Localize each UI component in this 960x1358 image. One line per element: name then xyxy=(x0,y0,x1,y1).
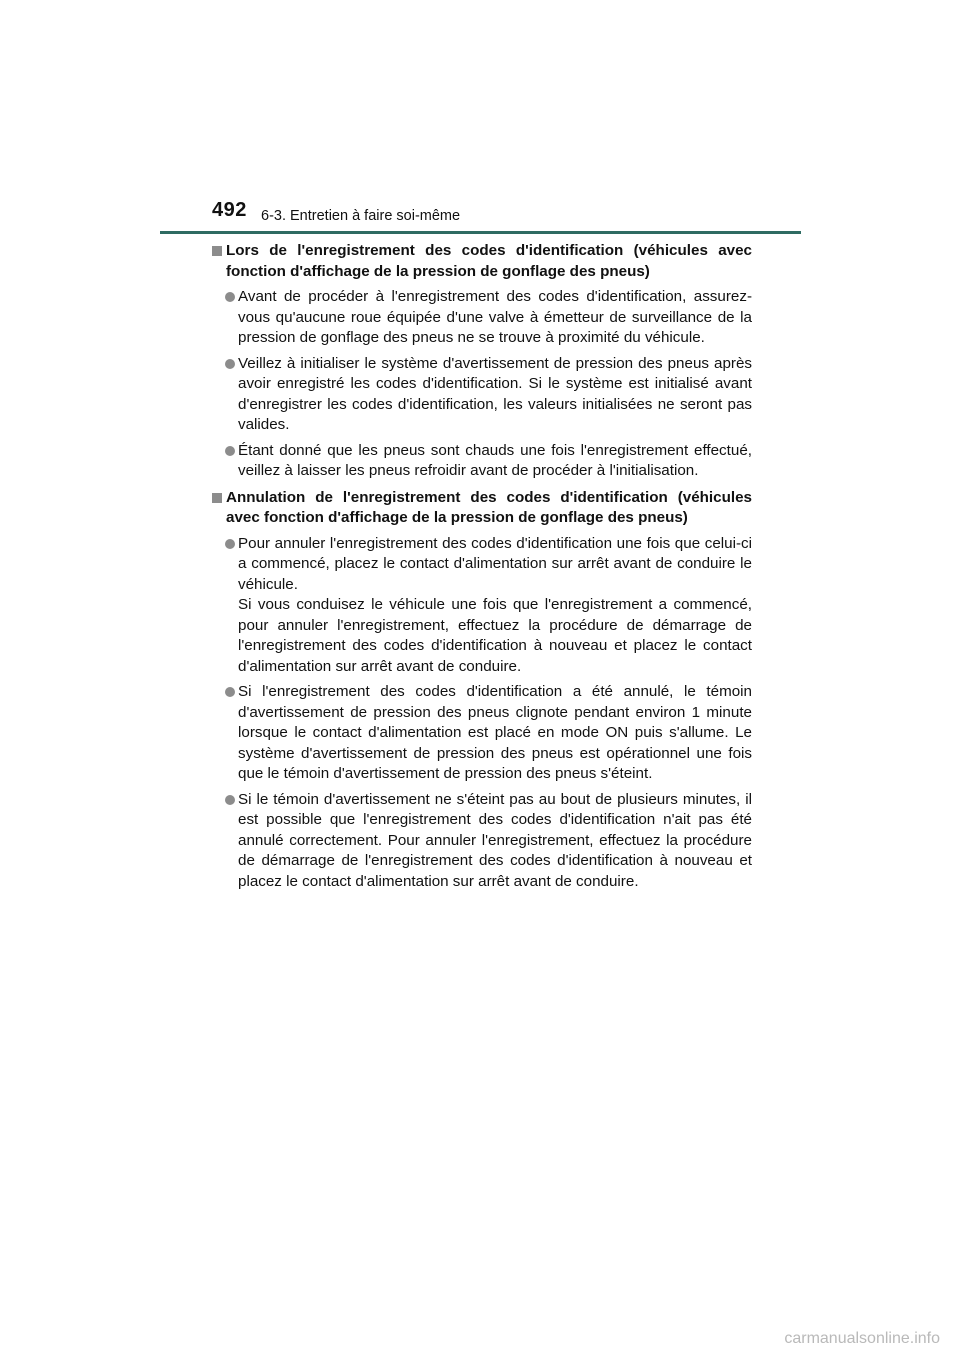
list-item-text: Veillez à initialiser le système d'avertissement de pression des pneus après avoir enregistré les codes d'identification. Si le système est initialisé avant d'enregistrer les codes d'identification, les valeurs initialisées ne seront pas valides. xyxy=(238,354,752,433)
list-item xyxy=(212,354,752,436)
page-number: 492 xyxy=(212,199,247,221)
list-item-text: Si le témoin d'avertissement ne s'éteint pas au bout de plusieurs minutes, il est possible que l'enregistrement des codes d'identification n'ait pas été annulé correctement. Pour annuler l'enregistrement, effectuez la procédure de démarrage de l'enregistrement des codes d'identification à nouveau et placez le contact d'alimentation sur arrêt avant de conduire. xyxy=(238,790,752,890)
page-content xyxy=(212,241,752,898)
circle-bullet-icon xyxy=(225,687,235,697)
list-item-text: Pour annuler l'enregistrement des codes d'identification une fois que celui-ci a commencé, placez le contact d'alimentation sur arrêt avant de conduire le véhicule. Si vous conduisez le véhicule une fois que l'enregistrement a commencé, pour annuler l'enregistrement, effectuez la procédure de démarrage de l'enregistrement des codes d'identification à nouveau et placez le contact d'alimentation sur arrêt avant de conduire. xyxy=(238,534,752,675)
square-bullet-icon xyxy=(212,246,222,256)
square-bullet-icon xyxy=(212,493,222,503)
section-registration xyxy=(212,241,752,482)
circle-bullet-icon xyxy=(225,359,235,369)
header-rule xyxy=(160,231,801,234)
list-item-text: Si l'enregistrement des codes d'identification a été annulé, le témoin d'avertissement de pression des pneus clignote pendant environ 1 minute lorsque le contact d'alimentation est placé en mode ON puis s'allume. Le système d'avertissement de pression des pneus est opérationnel une fois que le témoin d'avertissement de pression des pneus s'éteint. xyxy=(238,683,752,782)
page-header xyxy=(0,0,960,240)
section-heading: 6-3. Entretien à faire soi-même xyxy=(261,208,461,224)
section-header xyxy=(212,241,752,282)
circle-bullet-icon xyxy=(225,446,235,456)
list-item-text: Avant de procéder à l'enregistrement des codes d'identification, assurez-vous qu'aucune roue équipée d'une valve à émetteur de surveillance de la pression de gonflage des pneus ne se trouve à proximité du véhicule. xyxy=(238,288,752,346)
list-item xyxy=(212,441,752,482)
section-title: Annulation de l'enregistrement des codes d'identification (véhicules avec fonction d'affichage de la pression de gonflage des pneus) xyxy=(226,488,752,526)
list-item xyxy=(212,287,752,349)
list-item xyxy=(212,682,752,785)
section-title: Lors de l'enregistrement des codes d'identification (véhicules avec fonction d'affichage de la pression de gonflage des pneus) xyxy=(226,242,752,280)
watermark: carmanualsonline.info xyxy=(784,1330,940,1347)
circle-bullet-icon xyxy=(225,292,235,302)
section-cancellation xyxy=(212,488,752,893)
circle-bullet-icon xyxy=(225,795,235,805)
list-item xyxy=(212,790,752,893)
list-item xyxy=(212,534,752,678)
list-item-text: Étant donné que les pneus sont chauds une fois l'enregistrement effectué, veillez à laisser les pneus refroidir avant de procéder à l'initialisation. xyxy=(238,441,752,479)
section-header xyxy=(212,488,752,529)
circle-bullet-icon xyxy=(225,539,235,549)
